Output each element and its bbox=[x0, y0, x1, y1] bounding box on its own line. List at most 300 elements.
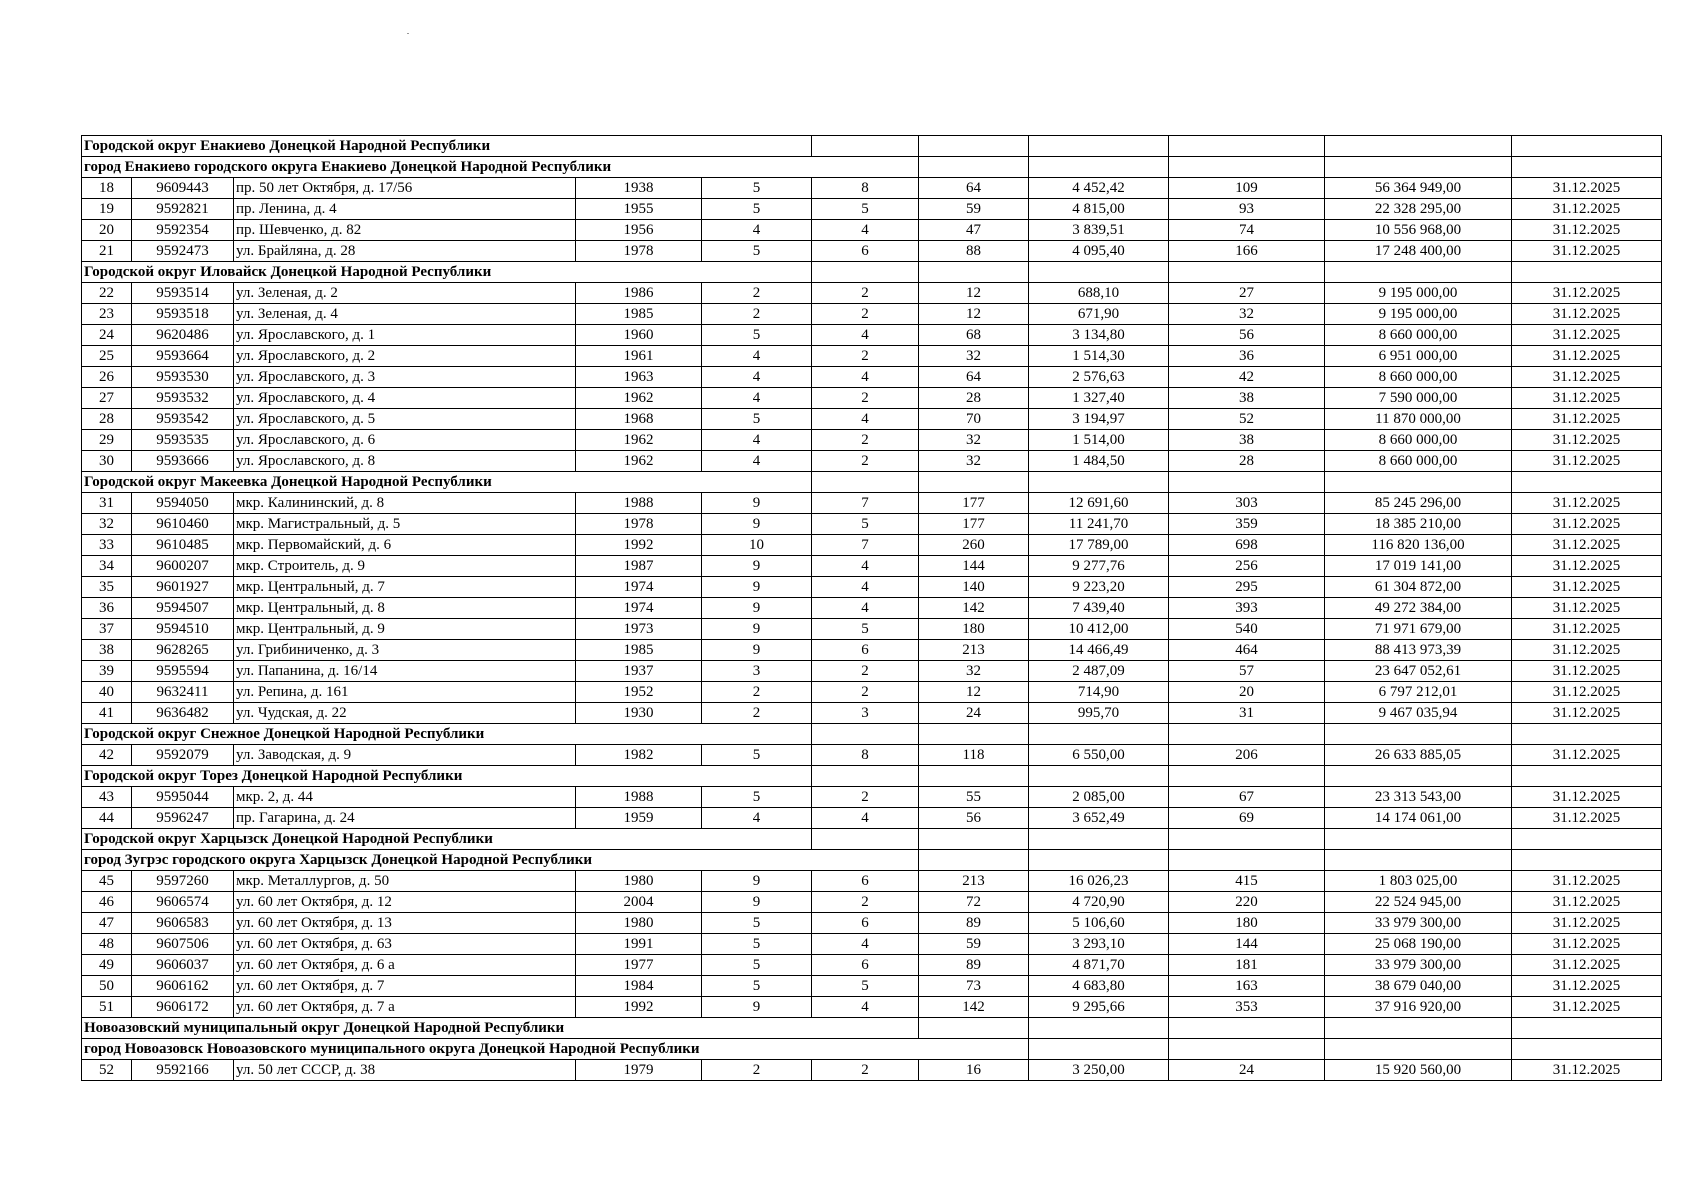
cost-cell: 26 633 885,05 bbox=[1325, 745, 1512, 766]
empty-cell bbox=[1325, 262, 1512, 283]
apartments-cell: 59 bbox=[919, 934, 1029, 955]
row-number-cell: 21 bbox=[82, 241, 132, 262]
area-cell: 3 134,80 bbox=[1029, 325, 1169, 346]
table-row bbox=[82, 703, 1662, 724]
deadline-cell: 31.12.2025 bbox=[1512, 787, 1662, 808]
row-number-cell: 48 bbox=[82, 934, 132, 955]
building-id-cell: 9592821 bbox=[132, 199, 234, 220]
empty-cell bbox=[1029, 724, 1169, 745]
residents-cell: 303 bbox=[1169, 493, 1325, 514]
empty-cell bbox=[919, 766, 1029, 787]
table-row bbox=[82, 598, 1662, 619]
row-number-cell: 32 bbox=[82, 514, 132, 535]
empty-cell bbox=[919, 136, 1029, 157]
entrances-cell: 5 bbox=[812, 976, 919, 997]
deadline-cell: 31.12.2025 bbox=[1512, 220, 1662, 241]
apartments-cell: 213 bbox=[919, 871, 1029, 892]
empty-cell bbox=[1325, 472, 1512, 493]
residents-cell: 144 bbox=[1169, 934, 1325, 955]
floors-cell: 5 bbox=[702, 955, 812, 976]
table-row bbox=[82, 493, 1662, 514]
residents-cell: 24 bbox=[1169, 1060, 1325, 1081]
cost-cell: 10 556 968,00 bbox=[1325, 220, 1512, 241]
year-built-cell: 1980 bbox=[576, 913, 702, 934]
empty-cell bbox=[919, 1018, 1029, 1039]
table-row bbox=[82, 955, 1662, 976]
residents-cell: 256 bbox=[1169, 556, 1325, 577]
table-row bbox=[82, 661, 1662, 682]
apartments-cell: 32 bbox=[919, 451, 1029, 472]
residents-cell: 220 bbox=[1169, 892, 1325, 913]
table-row bbox=[82, 241, 1662, 262]
empty-cell bbox=[1029, 157, 1169, 178]
building-id-cell: 9606583 bbox=[132, 913, 234, 934]
empty-cell bbox=[1512, 262, 1662, 283]
apartments-cell: 144 bbox=[919, 556, 1029, 577]
section-header-row bbox=[82, 1018, 1662, 1039]
row-number-cell: 35 bbox=[82, 577, 132, 598]
empty-cell bbox=[1325, 136, 1512, 157]
table-row bbox=[82, 346, 1662, 367]
empty-cell bbox=[1512, 724, 1662, 745]
apartments-cell: 28 bbox=[919, 388, 1029, 409]
deadline-cell: 31.12.2025 bbox=[1512, 598, 1662, 619]
area-cell: 2 576,63 bbox=[1029, 367, 1169, 388]
area-cell: 4 095,40 bbox=[1029, 241, 1169, 262]
entrances-cell: 2 bbox=[812, 1060, 919, 1081]
table-row bbox=[82, 556, 1662, 577]
table-row bbox=[82, 325, 1662, 346]
empty-cell bbox=[1029, 262, 1169, 283]
cost-cell: 11 870 000,00 bbox=[1325, 409, 1512, 430]
floors-cell: 9 bbox=[702, 493, 812, 514]
entrances-cell: 8 bbox=[812, 178, 919, 199]
entrances-cell: 4 bbox=[812, 934, 919, 955]
empty-cell bbox=[1512, 472, 1662, 493]
building-id-cell: 9592354 bbox=[132, 220, 234, 241]
year-built-cell: 1961 bbox=[576, 346, 702, 367]
residents-cell: 20 bbox=[1169, 682, 1325, 703]
table-row bbox=[82, 304, 1662, 325]
area-cell: 4 871,70 bbox=[1029, 955, 1169, 976]
empty-cell bbox=[1325, 1018, 1512, 1039]
deadline-cell: 31.12.2025 bbox=[1512, 367, 1662, 388]
area-cell: 671,90 bbox=[1029, 304, 1169, 325]
floors-cell: 9 bbox=[702, 598, 812, 619]
floors-cell: 9 bbox=[702, 892, 812, 913]
entrances-cell: 2 bbox=[812, 892, 919, 913]
apartments-cell: 12 bbox=[919, 682, 1029, 703]
empty-cell bbox=[1169, 850, 1325, 871]
deadline-cell: 31.12.2025 bbox=[1512, 976, 1662, 997]
deadline-cell: 31.12.2025 bbox=[1512, 451, 1662, 472]
deadline-cell: 31.12.2025 bbox=[1512, 178, 1662, 199]
building-id-cell: 9606574 bbox=[132, 892, 234, 913]
residents-cell: 42 bbox=[1169, 367, 1325, 388]
area-cell: 10 412,00 bbox=[1029, 619, 1169, 640]
residents-cell: 67 bbox=[1169, 787, 1325, 808]
section-header-row bbox=[82, 850, 1662, 871]
cost-cell: 23 313 543,00 bbox=[1325, 787, 1512, 808]
apartments-cell: 180 bbox=[919, 619, 1029, 640]
row-number-cell: 52 bbox=[82, 1060, 132, 1081]
deadline-cell: 31.12.2025 bbox=[1512, 199, 1662, 220]
address-cell: пр. Ленина, д. 4 bbox=[234, 199, 576, 220]
building-id-cell: 9595044 bbox=[132, 787, 234, 808]
row-number-cell: 47 bbox=[82, 913, 132, 934]
apartments-cell: 32 bbox=[919, 661, 1029, 682]
floors-cell: 5 bbox=[702, 745, 812, 766]
row-number-cell: 18 bbox=[82, 178, 132, 199]
section-header-row bbox=[82, 724, 1662, 745]
floors-cell: 2 bbox=[702, 703, 812, 724]
cost-cell: 15 920 560,00 bbox=[1325, 1060, 1512, 1081]
empty-cell bbox=[1029, 766, 1169, 787]
apartments-cell: 16 bbox=[919, 1060, 1029, 1081]
deadline-cell: 31.12.2025 bbox=[1512, 409, 1662, 430]
building-id-cell: 9592473 bbox=[132, 241, 234, 262]
deadline-cell: 31.12.2025 bbox=[1512, 388, 1662, 409]
cost-cell: 7 590 000,00 bbox=[1325, 388, 1512, 409]
residents-cell: 36 bbox=[1169, 346, 1325, 367]
entrances-cell: 6 bbox=[812, 640, 919, 661]
deadline-cell: 31.12.2025 bbox=[1512, 682, 1662, 703]
cost-cell: 18 385 210,00 bbox=[1325, 514, 1512, 535]
address-cell: ул. Ярославского, д. 8 bbox=[234, 451, 576, 472]
row-number-cell: 41 bbox=[82, 703, 132, 724]
empty-cell bbox=[1169, 766, 1325, 787]
area-cell: 4 720,90 bbox=[1029, 892, 1169, 913]
building-id-cell: 9592079 bbox=[132, 745, 234, 766]
building-id-cell: 9607506 bbox=[132, 934, 234, 955]
row-number-cell: 20 bbox=[82, 220, 132, 241]
apartments-cell: 140 bbox=[919, 577, 1029, 598]
apartments-cell: 32 bbox=[919, 430, 1029, 451]
cost-cell: 37 916 920,00 bbox=[1325, 997, 1512, 1018]
entrances-cell: 4 bbox=[812, 556, 919, 577]
cost-cell: 38 679 040,00 bbox=[1325, 976, 1512, 997]
floors-cell: 9 bbox=[702, 514, 812, 535]
building-id-cell: 9597260 bbox=[132, 871, 234, 892]
empty-cell bbox=[1029, 829, 1169, 850]
scan-speck bbox=[407, 33, 409, 34]
apartments-cell: 12 bbox=[919, 283, 1029, 304]
residents-cell: 31 bbox=[1169, 703, 1325, 724]
address-cell: ул. 50 лет СССР, д. 38 bbox=[234, 1060, 576, 1081]
cost-cell: 8 660 000,00 bbox=[1325, 367, 1512, 388]
residents-cell: 69 bbox=[1169, 808, 1325, 829]
entrances-cell: 2 bbox=[812, 661, 919, 682]
residents-cell: 74 bbox=[1169, 220, 1325, 241]
table-row bbox=[82, 808, 1662, 829]
empty-cell bbox=[1029, 136, 1169, 157]
row-number-cell: 39 bbox=[82, 661, 132, 682]
table-row bbox=[82, 283, 1662, 304]
building-id-cell: 9600207 bbox=[132, 556, 234, 577]
year-built-cell: 1938 bbox=[576, 178, 702, 199]
entrances-cell: 8 bbox=[812, 745, 919, 766]
area-cell: 7 439,40 bbox=[1029, 598, 1169, 619]
deadline-cell: 31.12.2025 bbox=[1512, 913, 1662, 934]
floors-cell: 10 bbox=[702, 535, 812, 556]
apartments-cell: 118 bbox=[919, 745, 1029, 766]
row-number-cell: 46 bbox=[82, 892, 132, 913]
entrances-cell: 2 bbox=[812, 430, 919, 451]
residents-cell: 93 bbox=[1169, 199, 1325, 220]
cost-cell: 9 195 000,00 bbox=[1325, 283, 1512, 304]
apartments-cell: 73 bbox=[919, 976, 1029, 997]
apartments-cell: 260 bbox=[919, 535, 1029, 556]
building-id-cell: 9593664 bbox=[132, 346, 234, 367]
building-id-cell: 9593666 bbox=[132, 451, 234, 472]
entrances-cell: 4 bbox=[812, 577, 919, 598]
entrances-cell: 4 bbox=[812, 409, 919, 430]
section-title: Городской округ Снежное Донецкой Народной Республики bbox=[82, 724, 812, 745]
row-number-cell: 24 bbox=[82, 325, 132, 346]
entrances-cell: 6 bbox=[812, 241, 919, 262]
area-cell: 16 026,23 bbox=[1029, 871, 1169, 892]
floors-cell: 5 bbox=[702, 934, 812, 955]
empty-cell bbox=[1325, 1039, 1512, 1060]
cost-cell: 23 647 052,61 bbox=[1325, 661, 1512, 682]
empty-cell bbox=[1325, 850, 1512, 871]
apartments-cell: 72 bbox=[919, 892, 1029, 913]
deadline-cell: 31.12.2025 bbox=[1512, 577, 1662, 598]
section-title: Городской округ Торез Донецкой Народной Республики bbox=[82, 766, 812, 787]
residents-cell: 180 bbox=[1169, 913, 1325, 934]
entrances-cell: 2 bbox=[812, 304, 919, 325]
address-cell: ул. Ярославского, д. 4 bbox=[234, 388, 576, 409]
area-cell: 1 514,30 bbox=[1029, 346, 1169, 367]
building-id-cell: 9601927 bbox=[132, 577, 234, 598]
address-cell: пр. Шевченко, д. 82 bbox=[234, 220, 576, 241]
entrances-cell: 6 bbox=[812, 955, 919, 976]
table-row bbox=[82, 514, 1662, 535]
residents-cell: 52 bbox=[1169, 409, 1325, 430]
empty-cell bbox=[919, 157, 1029, 178]
building-id-cell: 9610460 bbox=[132, 514, 234, 535]
area-cell: 14 466,49 bbox=[1029, 640, 1169, 661]
cost-cell: 8 660 000,00 bbox=[1325, 451, 1512, 472]
area-cell: 6 550,00 bbox=[1029, 745, 1169, 766]
table-row bbox=[82, 892, 1662, 913]
section-header-row bbox=[82, 766, 1662, 787]
address-cell: мкр. Магистральный, д. 5 bbox=[234, 514, 576, 535]
deadline-cell: 31.12.2025 bbox=[1512, 493, 1662, 514]
building-id-cell: 9593514 bbox=[132, 283, 234, 304]
residents-cell: 57 bbox=[1169, 661, 1325, 682]
empty-cell bbox=[1169, 136, 1325, 157]
residents-cell: 353 bbox=[1169, 997, 1325, 1018]
deadline-cell: 31.12.2025 bbox=[1512, 241, 1662, 262]
residents-cell: 295 bbox=[1169, 577, 1325, 598]
area-cell: 4 815,00 bbox=[1029, 199, 1169, 220]
entrances-cell: 4 bbox=[812, 325, 919, 346]
deadline-cell: 31.12.2025 bbox=[1512, 325, 1662, 346]
row-number-cell: 38 bbox=[82, 640, 132, 661]
empty-cell bbox=[1512, 829, 1662, 850]
empty-cell bbox=[919, 724, 1029, 745]
section-title: город Зугрэс городского округа Харцызск Донецкой Народной Республики bbox=[82, 850, 919, 871]
address-cell: ул. Грибиниченко, д. 3 bbox=[234, 640, 576, 661]
deadline-cell: 31.12.2025 bbox=[1512, 283, 1662, 304]
address-cell: ул. 60 лет Октября, д. 7 bbox=[234, 976, 576, 997]
table-row bbox=[82, 388, 1662, 409]
empty-cell bbox=[1325, 766, 1512, 787]
cost-cell: 88 413 973,39 bbox=[1325, 640, 1512, 661]
residents-cell: 38 bbox=[1169, 430, 1325, 451]
year-built-cell: 1960 bbox=[576, 325, 702, 346]
deadline-cell: 31.12.2025 bbox=[1512, 535, 1662, 556]
residents-cell: 415 bbox=[1169, 871, 1325, 892]
year-built-cell: 1979 bbox=[576, 1060, 702, 1081]
address-cell: мкр. Металлургов, д. 50 bbox=[234, 871, 576, 892]
address-cell: пр. 50 лет Октября, д. 17/56 bbox=[234, 178, 576, 199]
residents-cell: 109 bbox=[1169, 178, 1325, 199]
cost-cell: 17 019 141,00 bbox=[1325, 556, 1512, 577]
row-number-cell: 25 bbox=[82, 346, 132, 367]
table-row bbox=[82, 997, 1662, 1018]
floors-cell: 5 bbox=[702, 787, 812, 808]
area-cell: 12 691,60 bbox=[1029, 493, 1169, 514]
floors-cell: 2 bbox=[702, 283, 812, 304]
apartments-cell: 89 bbox=[919, 955, 1029, 976]
empty-cell bbox=[1512, 766, 1662, 787]
row-number-cell: 43 bbox=[82, 787, 132, 808]
cost-cell: 8 660 000,00 bbox=[1325, 325, 1512, 346]
year-built-cell: 1985 bbox=[576, 304, 702, 325]
building-id-cell: 9606037 bbox=[132, 955, 234, 976]
floors-cell: 9 bbox=[702, 556, 812, 577]
row-number-cell: 28 bbox=[82, 409, 132, 430]
entrances-cell: 2 bbox=[812, 388, 919, 409]
table-row bbox=[82, 745, 1662, 766]
building-id-cell: 9594050 bbox=[132, 493, 234, 514]
cost-cell: 17 248 400,00 bbox=[1325, 241, 1512, 262]
building-id-cell: 9636482 bbox=[132, 703, 234, 724]
year-built-cell: 1984 bbox=[576, 976, 702, 997]
residents-cell: 206 bbox=[1169, 745, 1325, 766]
section-header-row bbox=[82, 472, 1662, 493]
residents-cell: 56 bbox=[1169, 325, 1325, 346]
area-cell: 17 789,00 bbox=[1029, 535, 1169, 556]
section-title: город Новоазовск Новоазовского муниципального округа Донецкой Народной Республики bbox=[82, 1039, 1029, 1060]
entrances-cell: 6 bbox=[812, 913, 919, 934]
cost-cell: 61 304 872,00 bbox=[1325, 577, 1512, 598]
deadline-cell: 31.12.2025 bbox=[1512, 556, 1662, 577]
area-cell: 9 277,76 bbox=[1029, 556, 1169, 577]
year-built-cell: 1988 bbox=[576, 493, 702, 514]
building-id-cell: 9610485 bbox=[132, 535, 234, 556]
address-cell: ул. Чудская, д. 22 bbox=[234, 703, 576, 724]
empty-cell bbox=[919, 262, 1029, 283]
building-id-cell: 9596247 bbox=[132, 808, 234, 829]
year-built-cell: 1974 bbox=[576, 577, 702, 598]
empty-cell bbox=[1169, 1018, 1325, 1039]
table-row bbox=[82, 1060, 1662, 1081]
area-cell: 1 327,40 bbox=[1029, 388, 1169, 409]
floors-cell: 9 bbox=[702, 619, 812, 640]
year-built-cell: 2004 bbox=[576, 892, 702, 913]
empty-cell bbox=[1169, 157, 1325, 178]
apartments-cell: 64 bbox=[919, 367, 1029, 388]
year-built-cell: 1937 bbox=[576, 661, 702, 682]
floors-cell: 4 bbox=[702, 808, 812, 829]
apartments-cell: 24 bbox=[919, 703, 1029, 724]
table-row bbox=[82, 178, 1662, 199]
apartments-cell: 213 bbox=[919, 640, 1029, 661]
address-cell: ул. Ярославского, д. 5 bbox=[234, 409, 576, 430]
row-number-cell: 42 bbox=[82, 745, 132, 766]
area-cell: 3 652,49 bbox=[1029, 808, 1169, 829]
entrances-cell: 7 bbox=[812, 493, 919, 514]
address-cell: ул. Папанина, д. 16/14 bbox=[234, 661, 576, 682]
apartments-cell: 142 bbox=[919, 598, 1029, 619]
year-built-cell: 1992 bbox=[576, 535, 702, 556]
building-id-cell: 9606162 bbox=[132, 976, 234, 997]
building-id-cell: 9628265 bbox=[132, 640, 234, 661]
address-cell: ул. Ярославского, д. 6 bbox=[234, 430, 576, 451]
deadline-cell: 31.12.2025 bbox=[1512, 997, 1662, 1018]
table-row bbox=[82, 640, 1662, 661]
year-built-cell: 1992 bbox=[576, 997, 702, 1018]
row-number-cell: 50 bbox=[82, 976, 132, 997]
area-cell: 688,10 bbox=[1029, 283, 1169, 304]
cost-cell: 14 174 061,00 bbox=[1325, 808, 1512, 829]
residents-cell: 32 bbox=[1169, 304, 1325, 325]
building-id-cell: 9593530 bbox=[132, 367, 234, 388]
row-number-cell: 40 bbox=[82, 682, 132, 703]
section-header-row bbox=[82, 157, 1662, 178]
address-cell: ул. Ярославского, д. 3 bbox=[234, 367, 576, 388]
address-cell: мкр. Центральный, д. 9 bbox=[234, 619, 576, 640]
apartments-cell: 142 bbox=[919, 997, 1029, 1018]
floors-cell: 9 bbox=[702, 997, 812, 1018]
address-cell: мкр. Первомайский, д. 6 bbox=[234, 535, 576, 556]
area-cell: 1 484,50 bbox=[1029, 451, 1169, 472]
entrances-cell: 4 bbox=[812, 367, 919, 388]
apartments-cell: 177 bbox=[919, 514, 1029, 535]
residents-cell: 166 bbox=[1169, 241, 1325, 262]
table-row bbox=[82, 451, 1662, 472]
floors-cell: 5 bbox=[702, 913, 812, 934]
table-row bbox=[82, 430, 1662, 451]
building-id-cell: 9593532 bbox=[132, 388, 234, 409]
residents-cell: 698 bbox=[1169, 535, 1325, 556]
floors-cell: 3 bbox=[702, 661, 812, 682]
address-cell: мкр. 2, д. 44 bbox=[234, 787, 576, 808]
floors-cell: 2 bbox=[702, 304, 812, 325]
floors-cell: 9 bbox=[702, 871, 812, 892]
entrances-cell: 5 bbox=[812, 199, 919, 220]
section-header-row bbox=[82, 262, 1662, 283]
address-cell: ул. 60 лет Октября, д. 7 а bbox=[234, 997, 576, 1018]
floors-cell: 2 bbox=[702, 682, 812, 703]
empty-cell bbox=[1169, 1039, 1325, 1060]
apartments-cell: 59 bbox=[919, 199, 1029, 220]
apartments-cell: 55 bbox=[919, 787, 1029, 808]
residents-cell: 181 bbox=[1169, 955, 1325, 976]
apartments-cell: 177 bbox=[919, 493, 1029, 514]
building-id-cell: 9592166 bbox=[132, 1060, 234, 1081]
area-cell: 2 487,09 bbox=[1029, 661, 1169, 682]
empty-cell bbox=[812, 766, 919, 787]
row-number-cell: 29 bbox=[82, 430, 132, 451]
row-number-cell: 27 bbox=[82, 388, 132, 409]
table-row bbox=[82, 577, 1662, 598]
deadline-cell: 31.12.2025 bbox=[1512, 703, 1662, 724]
cost-cell: 1 803 025,00 bbox=[1325, 871, 1512, 892]
